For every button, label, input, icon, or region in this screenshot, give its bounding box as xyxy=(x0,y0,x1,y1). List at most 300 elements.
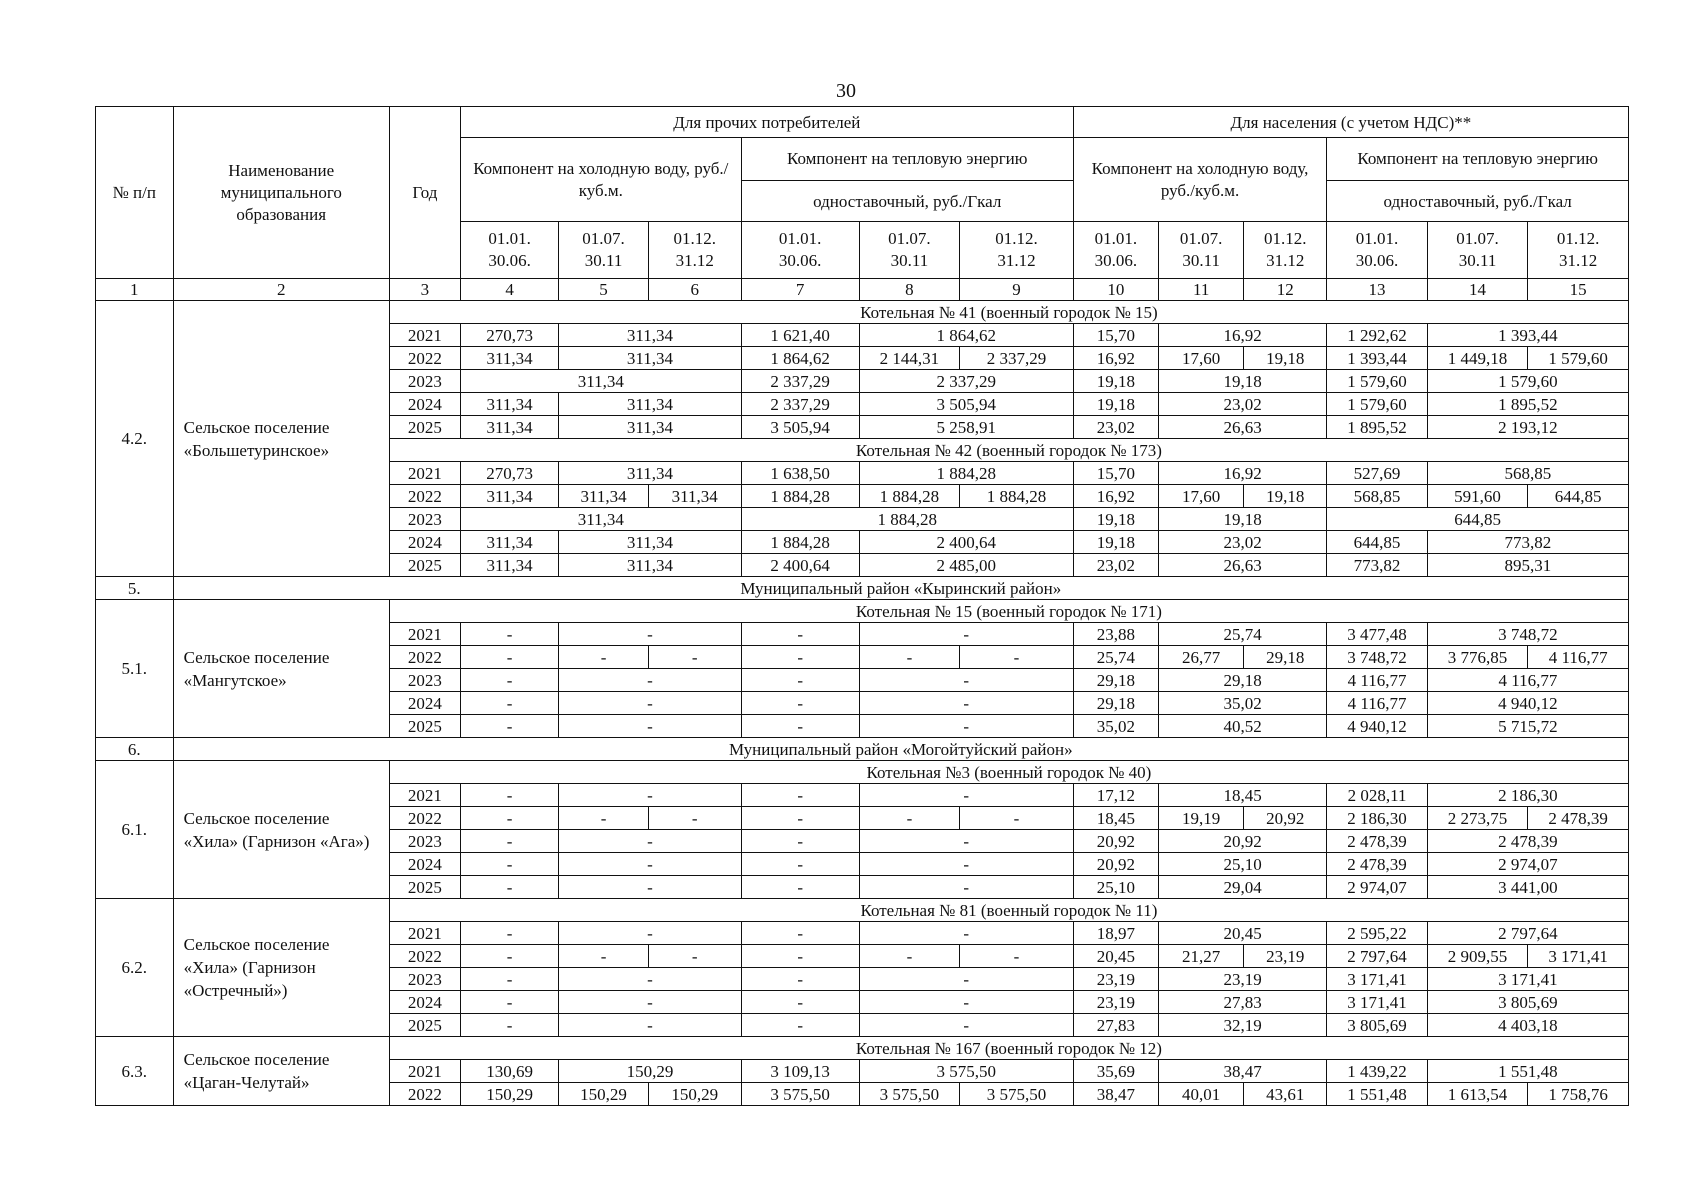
tariff-cell: 1 439,22 xyxy=(1327,1060,1428,1083)
boiler-row xyxy=(96,1037,1629,1060)
tariff-cell: - xyxy=(460,807,558,830)
boiler-row xyxy=(96,761,1629,784)
year-cell: 2021 xyxy=(389,784,460,807)
tariff-cell: 4 116,77 xyxy=(1427,669,1628,692)
tariff-cell: 16,92 xyxy=(1073,347,1158,370)
tariff-cell: - xyxy=(460,669,558,692)
boiler-row xyxy=(96,301,1629,324)
tariff-cell: 311,34 xyxy=(460,393,558,416)
year-cell: 2023 xyxy=(389,669,460,692)
tariff-cell: 311,34 xyxy=(460,554,558,577)
tariff-cell: - xyxy=(741,646,859,669)
year-cell: 2025 xyxy=(389,416,460,439)
tariff-cell: - xyxy=(741,853,859,876)
tariff-cell: 270,73 xyxy=(460,324,558,347)
tariff-cell: 2 193,12 xyxy=(1427,416,1628,439)
tariff-cell: - xyxy=(559,715,741,738)
tariff-cell: 1 895,52 xyxy=(1327,416,1428,439)
tariff-cell: 1 621,40 xyxy=(741,324,859,347)
year-cell: 2024 xyxy=(389,531,460,554)
tariff-cell: 311,34 xyxy=(460,416,558,439)
tariff-cell: 1 449,18 xyxy=(1427,347,1528,370)
tariff-cell: 18,97 xyxy=(1073,922,1158,945)
page-number: 30 xyxy=(836,80,856,102)
tariff-cell: - xyxy=(559,623,741,646)
tariff-cell: 1 613,54 xyxy=(1427,1083,1528,1106)
tariff-cell: 311,34 xyxy=(460,508,741,531)
tariff-cell: 2 273,75 xyxy=(1427,807,1528,830)
tariff-cell: 311,34 xyxy=(460,531,558,554)
tariff-cell: 19,18 xyxy=(1244,347,1327,370)
tariff-cell: 2 400,64 xyxy=(741,554,859,577)
year-cell: 2023 xyxy=(389,508,460,531)
tariff-cell: - xyxy=(559,669,741,692)
tariff-cell: 16,92 xyxy=(1159,462,1327,485)
tariff-cell: 311,34 xyxy=(460,485,558,508)
tariff-cell: 3 171,41 xyxy=(1427,968,1628,991)
tariff-cell: 1 864,62 xyxy=(741,347,859,370)
tariff-cell: 2 478,39 xyxy=(1528,807,1629,830)
tariff-cell: - xyxy=(460,784,558,807)
tariff-cell: - xyxy=(741,922,859,945)
boiler-title: Котельная № 81 (военный городок № 11) xyxy=(389,899,1628,922)
tariff-cell: - xyxy=(741,991,859,1014)
tariff-cell: - xyxy=(648,945,741,968)
tariff-cell: - xyxy=(741,1014,859,1037)
region-number: 5. xyxy=(96,577,174,600)
tariff-cell: - xyxy=(859,715,1073,738)
tariff-cell: 568,85 xyxy=(1427,462,1628,485)
tariff-cell: 18,45 xyxy=(1073,807,1158,830)
tariff-cell: 23,19 xyxy=(1159,968,1327,991)
year-cell: 2022 xyxy=(389,1083,460,1106)
tariff-cell: 1 579,60 xyxy=(1327,393,1428,416)
boiler-title: Котельная №3 (военный городок № 40) xyxy=(389,761,1628,784)
tariff-cell: 2 144,31 xyxy=(859,347,960,370)
year-cell: 2024 xyxy=(389,853,460,876)
region-title: Муниципальный район «Кыринский район» xyxy=(173,577,1628,600)
tariff-cell: 2 478,39 xyxy=(1427,830,1628,853)
tariff-cell: 25,74 xyxy=(1073,646,1158,669)
year-cell: 2022 xyxy=(389,807,460,830)
tariff-cell: 311,34 xyxy=(559,554,741,577)
column-index: 5 xyxy=(559,279,649,301)
tariff-cell: 150,29 xyxy=(559,1060,741,1083)
tariff-cell: 3 575,50 xyxy=(859,1083,960,1106)
tariff-cell: 311,34 xyxy=(559,416,741,439)
tariff-cell: 1 579,60 xyxy=(1427,370,1628,393)
tariff-cell: 1 579,60 xyxy=(1327,370,1428,393)
tariff-cell: 2 478,39 xyxy=(1327,830,1428,853)
tariff-cell: 23,19 xyxy=(1073,968,1158,991)
tariff-table xyxy=(95,106,1629,1106)
year-cell: 2024 xyxy=(389,991,460,1014)
tariff-cell: 2 797,64 xyxy=(1427,922,1628,945)
tariff-cell: 16,92 xyxy=(1073,485,1158,508)
tariff-cell: 773,82 xyxy=(1427,531,1628,554)
boiler-title: Котельная № 167 (военный городок № 12) xyxy=(389,1037,1628,1060)
tariff-cell: 130,69 xyxy=(460,1060,558,1083)
tariff-cell: 591,60 xyxy=(1427,485,1528,508)
header-period: 01.01. 30.06. xyxy=(1073,222,1158,279)
tariff-cell: 3 575,50 xyxy=(859,1060,1073,1083)
column-index: 13 xyxy=(1327,279,1428,301)
tariff-cell: 17,60 xyxy=(1159,347,1244,370)
tariff-cell: 2 478,39 xyxy=(1327,853,1428,876)
boiler-row xyxy=(96,899,1629,922)
region-row xyxy=(96,738,1629,761)
tariff-cell: - xyxy=(960,646,1074,669)
tariff-cell: 1 551,48 xyxy=(1327,1083,1428,1106)
tariff-cell: 20,45 xyxy=(1159,922,1327,945)
header-period: 01.12. 31.12 xyxy=(1528,222,1629,279)
tariff-cell: 35,02 xyxy=(1073,715,1158,738)
region-row xyxy=(96,577,1629,600)
tariff-cell: 26,63 xyxy=(1159,554,1327,577)
header-period: 01.12. 31.12 xyxy=(1244,222,1327,279)
tariff-cell: 1 884,28 xyxy=(741,508,1073,531)
section-number: 4.2. xyxy=(96,301,174,577)
tariff-cell: 150,29 xyxy=(648,1083,741,1106)
year-cell: 2021 xyxy=(389,922,460,945)
tariff-cell: 19,18 xyxy=(1244,485,1327,508)
tariff-cell: - xyxy=(460,991,558,1014)
tariff-cell: 311,34 xyxy=(559,485,649,508)
header-heat-component-pop: Компонент на тепловую энергию xyxy=(1327,138,1629,181)
tariff-cell: 27,83 xyxy=(1073,1014,1158,1037)
year-cell: 2022 xyxy=(389,347,460,370)
tariff-cell: 29,18 xyxy=(1159,669,1327,692)
tariff-cell: - xyxy=(460,623,558,646)
tariff-cell: 19,18 xyxy=(1159,370,1327,393)
tariff-cell: - xyxy=(460,646,558,669)
tariff-cell: 2 337,29 xyxy=(859,370,1073,393)
tariff-cell: - xyxy=(859,830,1073,853)
tariff-cell: 19,18 xyxy=(1159,508,1327,531)
tariff-cell: 23,02 xyxy=(1159,531,1327,554)
tariff-cell: - xyxy=(460,968,558,991)
year-cell: 2024 xyxy=(389,393,460,416)
tariff-cell: 311,34 xyxy=(559,531,741,554)
tariff-cell: 3 805,69 xyxy=(1327,1014,1428,1037)
tariff-cell: - xyxy=(741,669,859,692)
tariff-cell: - xyxy=(859,1014,1073,1037)
tariff-cell: 3 776,85 xyxy=(1427,646,1528,669)
region-title: Муниципальный район «Могойтуйский район» xyxy=(173,738,1628,761)
tariff-cell: - xyxy=(859,646,960,669)
tariff-cell: 1 884,28 xyxy=(859,462,1073,485)
tariff-cell: 19,18 xyxy=(1073,370,1158,393)
tariff-cell: 1 884,28 xyxy=(741,531,859,554)
tariff-cell: - xyxy=(741,784,859,807)
tariff-cell: 3 171,41 xyxy=(1528,945,1629,968)
tariff-cell: 3 575,50 xyxy=(741,1083,859,1106)
tariff-cell: - xyxy=(559,876,741,899)
tariff-cell: 17,12 xyxy=(1073,784,1158,807)
tariff-cell: 1 292,62 xyxy=(1327,324,1428,347)
tariff-cell: 3 505,94 xyxy=(859,393,1073,416)
tariff-cell: 4 403,18 xyxy=(1427,1014,1628,1037)
section-number: 5.1. xyxy=(96,600,174,738)
tariff-cell: 311,34 xyxy=(460,370,741,393)
tariff-cell: - xyxy=(859,991,1073,1014)
year-cell: 2025 xyxy=(389,554,460,577)
column-index: 3 xyxy=(389,279,460,301)
year-cell: 2021 xyxy=(389,324,460,347)
tariff-cell: - xyxy=(960,807,1074,830)
tariff-cell: 29,18 xyxy=(1073,669,1158,692)
section-number: 6.3. xyxy=(96,1037,174,1106)
tariff-cell: 27,83 xyxy=(1159,991,1327,1014)
tariff-cell: 29,18 xyxy=(1073,692,1158,715)
tariff-cell: - xyxy=(559,991,741,1014)
tariff-cell: - xyxy=(859,876,1073,899)
boiler-title: Котельная № 42 (военный городок № 173) xyxy=(389,439,1628,462)
tariff-cell: - xyxy=(460,830,558,853)
tariff-cell: - xyxy=(741,715,859,738)
tariff-cell: 150,29 xyxy=(460,1083,558,1106)
tariff-cell: 23,02 xyxy=(1073,554,1158,577)
column-index: 8 xyxy=(859,279,960,301)
tariff-cell: - xyxy=(859,853,1073,876)
tariff-cell: 3 109,13 xyxy=(741,1060,859,1083)
municipality-name: Сельское поселение «Мангутское» xyxy=(173,600,389,738)
column-index: 11 xyxy=(1159,279,1244,301)
section-number: 6.1. xyxy=(96,761,174,899)
tariff-cell: - xyxy=(741,692,859,715)
header-period: 01.07. 30.11 xyxy=(1427,222,1528,279)
tariff-cell: - xyxy=(460,1014,558,1037)
tariff-cell: 311,34 xyxy=(559,347,741,370)
header-period: 01.12. 31.12 xyxy=(960,222,1074,279)
tariff-cell: 3 748,72 xyxy=(1427,623,1628,646)
tariff-cell: 2 186,30 xyxy=(1327,807,1428,830)
tariff-cell: 1 551,48 xyxy=(1427,1060,1628,1083)
tariff-cell: 4 116,77 xyxy=(1327,669,1428,692)
tariff-cell: 527,69 xyxy=(1327,462,1428,485)
tariff-cell: 150,29 xyxy=(559,1083,649,1106)
year-cell: 2023 xyxy=(389,370,460,393)
tariff-cell: - xyxy=(741,807,859,830)
tariff-cell: 311,34 xyxy=(648,485,741,508)
column-index: 15 xyxy=(1528,279,1629,301)
tariff-cell: 2 974,07 xyxy=(1427,853,1628,876)
tariff-cell: 43,61 xyxy=(1244,1083,1327,1106)
tariff-cell: - xyxy=(859,807,960,830)
year-cell: 2021 xyxy=(389,623,460,646)
tariff-cell: - xyxy=(859,922,1073,945)
region-number: 6. xyxy=(96,738,174,761)
tariff-cell: 1 884,28 xyxy=(960,485,1074,508)
tariff-cell: 15,70 xyxy=(1073,462,1158,485)
tariff-cell: 1 758,76 xyxy=(1528,1083,1629,1106)
tariff-cell: 17,60 xyxy=(1159,485,1244,508)
header-period: 01.12. 31.12 xyxy=(648,222,741,279)
column-index: 1 xyxy=(96,279,174,301)
header-number: № п/п xyxy=(96,107,174,279)
tariff-cell: - xyxy=(648,807,741,830)
tariff-cell: - xyxy=(460,922,558,945)
tariff-cell: - xyxy=(859,968,1073,991)
tariff-cell: 1 579,60 xyxy=(1528,347,1629,370)
tariff-cell: 4 116,77 xyxy=(1327,692,1428,715)
tariff-cell: - xyxy=(559,1014,741,1037)
tariff-cell: 40,52 xyxy=(1159,715,1327,738)
header-period: 01.07. 30.11 xyxy=(859,222,960,279)
column-index: 14 xyxy=(1427,279,1528,301)
tariff-cell: 29,18 xyxy=(1244,646,1327,669)
tariff-cell: - xyxy=(741,876,859,899)
tariff-cell: 40,01 xyxy=(1159,1083,1244,1106)
tariff-cell: - xyxy=(559,968,741,991)
tariff-cell: 19,18 xyxy=(1073,531,1158,554)
tariff-cell: 311,34 xyxy=(460,347,558,370)
tariff-cell: 29,04 xyxy=(1159,876,1327,899)
tariff-cell: 26,63 xyxy=(1159,416,1327,439)
column-index: 10 xyxy=(1073,279,1158,301)
tariff-cell: 20,92 xyxy=(1073,853,1158,876)
tariff-cell: 2 974,07 xyxy=(1327,876,1428,899)
municipality-name: Сельское поселение «Цаган-Челутай» xyxy=(173,1037,389,1106)
tariff-cell: - xyxy=(648,646,741,669)
tariff-cell: - xyxy=(559,922,741,945)
tariff-cell: 311,34 xyxy=(559,324,741,347)
header-period: 01.07. 30.11 xyxy=(1159,222,1244,279)
tariff-cell: - xyxy=(559,646,649,669)
tariff-cell: 2 595,22 xyxy=(1327,922,1428,945)
boiler-title: Котельная № 41 (военный городок № 15) xyxy=(389,301,1628,324)
tariff-cell: 2 797,64 xyxy=(1327,945,1428,968)
boiler-row xyxy=(96,600,1629,623)
header-heat-component: Компонент на тепловую энергию xyxy=(741,138,1073,181)
header-water-component: Компонент на холодную воду, руб./куб.м. xyxy=(460,138,741,222)
header-year: Год xyxy=(389,107,460,279)
tariff-cell: 3 171,41 xyxy=(1327,968,1428,991)
tariff-cell: - xyxy=(741,830,859,853)
year-cell: 2022 xyxy=(389,485,460,508)
column-index: 7 xyxy=(741,279,859,301)
year-cell: 2023 xyxy=(389,830,460,853)
tariff-cell: 4 940,12 xyxy=(1327,715,1428,738)
tariff-cell: - xyxy=(460,692,558,715)
tariff-cell: 21,27 xyxy=(1159,945,1244,968)
tariff-cell: 38,47 xyxy=(1073,1083,1158,1106)
tariff-cell: 1 638,50 xyxy=(741,462,859,485)
tariff-cell: - xyxy=(741,945,859,968)
tariff-cell: 568,85 xyxy=(1327,485,1428,508)
tariff-cell: 2 337,29 xyxy=(741,370,859,393)
tariff-cell: 35,69 xyxy=(1073,1060,1158,1083)
tariff-cell: - xyxy=(859,623,1073,646)
tariff-cell: - xyxy=(859,945,960,968)
tariff-cell: 2 400,64 xyxy=(859,531,1073,554)
tariff-cell: 3 748,72 xyxy=(1327,646,1428,669)
tariff-cell: 23,02 xyxy=(1073,416,1158,439)
header-heat-unit-pop: одноставочный, руб./Гкал xyxy=(1327,181,1629,222)
column-index: 9 xyxy=(960,279,1074,301)
section-number: 6.2. xyxy=(96,899,174,1037)
tariff-cell: - xyxy=(559,807,649,830)
tariff-cell: 1 895,52 xyxy=(1427,393,1628,416)
tariff-cell: 2 337,29 xyxy=(960,347,1074,370)
header-period: 01.07. 30.11 xyxy=(559,222,649,279)
tariff-cell: - xyxy=(960,945,1074,968)
header-period: 01.01. 30.06. xyxy=(741,222,859,279)
tariff-cell: 4 940,12 xyxy=(1427,692,1628,715)
year-cell: 2025 xyxy=(389,1014,460,1037)
tariff-cell: 2 337,29 xyxy=(741,393,859,416)
tariff-cell: - xyxy=(559,784,741,807)
tariff-cell: - xyxy=(741,968,859,991)
year-cell: 2022 xyxy=(389,646,460,669)
tariff-cell: 3 805,69 xyxy=(1427,991,1628,1014)
year-cell: 2025 xyxy=(389,715,460,738)
tariff-cell: 895,31 xyxy=(1427,554,1628,577)
header-municipality: Наименование муниципального образования xyxy=(173,107,389,279)
tariff-cell: 32,19 xyxy=(1159,1014,1327,1037)
tariff-cell: 311,34 xyxy=(559,393,741,416)
tariff-cell: - xyxy=(859,669,1073,692)
tariff-cell: 1 393,44 xyxy=(1427,324,1628,347)
tariff-cell: 25,10 xyxy=(1159,853,1327,876)
column-index: 2 xyxy=(173,279,389,301)
tariff-cell: 4 116,77 xyxy=(1528,646,1629,669)
column-index: 12 xyxy=(1244,279,1327,301)
header-period: 01.01. 30.06. xyxy=(1327,222,1428,279)
tariff-cell: - xyxy=(859,784,1073,807)
municipality-name: Сельское поселение «Хила» (Гарнизон «Ага») xyxy=(173,761,389,899)
tariff-cell: 1 864,62 xyxy=(859,324,1073,347)
tariff-cell: 23,19 xyxy=(1073,991,1158,1014)
tariff-cell: - xyxy=(741,623,859,646)
tariff-cell: 23,02 xyxy=(1159,393,1327,416)
tariff-cell: - xyxy=(460,715,558,738)
tariff-cell: - xyxy=(559,692,741,715)
tariff-cell: 644,85 xyxy=(1327,508,1629,531)
header-heat-unit: одноставочный, руб./Гкал xyxy=(741,181,1073,222)
year-cell: 2025 xyxy=(389,876,460,899)
tariff-cell: 19,18 xyxy=(1073,508,1158,531)
year-cell: 2021 xyxy=(389,462,460,485)
boiler-title: Котельная № 15 (военный городок № 171) xyxy=(389,600,1628,623)
tariff-cell: 20,92 xyxy=(1244,807,1327,830)
tariff-cell: 3 171,41 xyxy=(1327,991,1428,1014)
tariff-cell: - xyxy=(559,853,741,876)
municipality-name: Сельское поселение «Хила» (Гарнизон «Остречный») xyxy=(173,899,389,1037)
tariff-cell: 23,88 xyxy=(1073,623,1158,646)
tariff-cell: 20,45 xyxy=(1073,945,1158,968)
tariff-cell: 2 485,00 xyxy=(859,554,1073,577)
tariff-cell: 35,02 xyxy=(1159,692,1327,715)
municipality-name: Сельское поселение «Большетуринское» xyxy=(173,301,389,577)
tariff-cell: 2 909,55 xyxy=(1427,945,1528,968)
tariff-cell: 1 884,28 xyxy=(859,485,960,508)
tariff-cell: 644,85 xyxy=(1528,485,1629,508)
tariff-cell: - xyxy=(460,876,558,899)
tariff-cell: 773,82 xyxy=(1327,554,1428,577)
year-cell: 2021 xyxy=(389,1060,460,1083)
tariff-cell: 3 441,00 xyxy=(1427,876,1628,899)
tariff-cell: 1 884,28 xyxy=(741,485,859,508)
tariff-cell: 270,73 xyxy=(460,462,558,485)
tariff-cell: 19,19 xyxy=(1159,807,1244,830)
tariff-cell: - xyxy=(460,853,558,876)
tariff-cell: 3 575,50 xyxy=(960,1083,1074,1106)
tariff-cell: 644,85 xyxy=(1327,531,1428,554)
tariff-cell: 1 393,44 xyxy=(1327,347,1428,370)
tariff-cell: 19,18 xyxy=(1073,393,1158,416)
tariff-cell: 16,92 xyxy=(1159,324,1327,347)
